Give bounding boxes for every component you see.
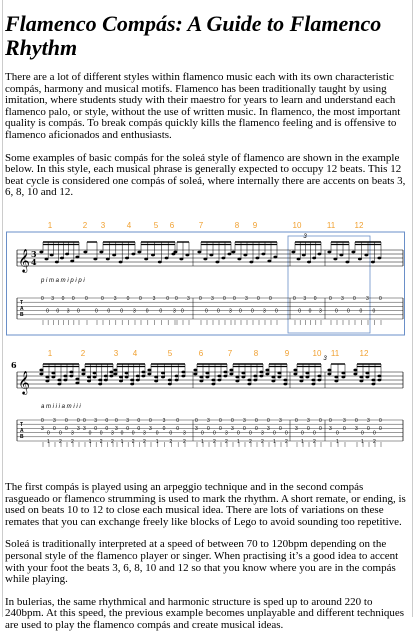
tab-fret-number: 0 bbox=[176, 417, 179, 424]
paragraph-tempo: Soleá is traditionally interpreted at a speed of between 70 to 120bpm depending on the personal style of the flamenco player or singer. When practising it’s a good idea to accent with your foot the beats 3, 6, 8, 10 and 12 so that you know where you are in the compás while playing. bbox=[5, 538, 399, 586]
fingering: a m i i i a m i i i bbox=[41, 403, 81, 410]
note-head bbox=[75, 378, 79, 381]
tab-fret-number: 1 bbox=[237, 438, 240, 445]
tuplet-label: 3 bbox=[323, 355, 327, 362]
tab-clef-letter: A bbox=[20, 427, 24, 434]
tab-fret-number: 3 bbox=[261, 430, 264, 437]
note-head bbox=[241, 372, 245, 375]
note-head bbox=[265, 369, 269, 372]
note-head bbox=[353, 369, 357, 372]
note-head bbox=[199, 376, 203, 379]
tab-fret-number: 3 bbox=[162, 417, 166, 424]
beat-number: 5 bbox=[153, 220, 159, 230]
time-signature-bottom: 4 bbox=[31, 256, 37, 267]
treble-clef-icon: 𝄞 bbox=[18, 369, 30, 394]
tab-fret-number: 0 bbox=[223, 295, 226, 302]
note-head bbox=[293, 369, 297, 372]
tab-fret-number: 3 bbox=[66, 308, 70, 315]
paragraph-compas-techniques: The first compás is played using an arpeggio technique and in the second compás rasgueado or flamenco strumming is used to mark the rhythm. A short remate, or ending, is used on beats 10 to 12 to close each musical idea. There are lots of variations on these remates that you can exchange freely like blocks of Lego to avoid sounding too repetitive. bbox=[5, 480, 406, 528]
note-head bbox=[253, 375, 257, 378]
beat-number: 8 bbox=[234, 220, 240, 230]
score-example-2 bbox=[5, 350, 408, 456]
tab-fret-number: 0 bbox=[249, 430, 252, 437]
note-head bbox=[63, 375, 67, 378]
tab-fret-number: 0 bbox=[105, 417, 109, 424]
tab-fret-number: 3 bbox=[367, 417, 370, 424]
tab-fret-number: 0 bbox=[308, 308, 312, 315]
tab-fret-number: 3 bbox=[343, 417, 346, 424]
tab-fret-number: 0 bbox=[207, 426, 210, 433]
note-head bbox=[147, 369, 151, 372]
tab-fret-number: 0 bbox=[56, 308, 60, 315]
tab-fret-number: 3 bbox=[113, 295, 117, 302]
note-head bbox=[175, 375, 179, 378]
tab-fret-number: 0 bbox=[120, 308, 123, 315]
tab-fret-number: 0 bbox=[343, 426, 346, 433]
tab-fret-number: 0 bbox=[175, 295, 178, 302]
tab-fret-number: 2 bbox=[169, 438, 173, 445]
tab-fret-number: 0 bbox=[243, 426, 246, 433]
tab-clef-letter: T bbox=[20, 299, 24, 306]
tab-fret-number: 2 bbox=[261, 438, 264, 445]
tab-fret-number: 0 bbox=[88, 430, 92, 437]
tab-fret-number: 0 bbox=[295, 417, 298, 424]
tab-fret-number: 0 bbox=[336, 430, 339, 437]
tab-fret-number: 3 bbox=[133, 308, 136, 315]
tab-fret-number: 0 bbox=[71, 295, 75, 302]
tab-fret-number: 0 bbox=[46, 308, 49, 315]
tab-fret-number: 0 bbox=[85, 295, 88, 302]
note-head bbox=[69, 371, 73, 374]
tab-fret-number: 0 bbox=[231, 417, 234, 424]
right-border bbox=[412, 0, 413, 617]
note-head bbox=[341, 372, 345, 375]
note-head bbox=[223, 371, 227, 374]
tab-fret-number: 0 bbox=[219, 426, 222, 433]
tab-clef-letter: B bbox=[20, 433, 24, 440]
note-head bbox=[205, 372, 209, 375]
tab-fret-number: 0 bbox=[379, 295, 382, 302]
tab-fret-number: 3 bbox=[355, 426, 358, 433]
tab-fret-number: 2 bbox=[99, 438, 103, 445]
beat-number: 4 bbox=[132, 348, 138, 358]
note-head bbox=[311, 379, 315, 382]
tab-fret-number: 1 bbox=[47, 438, 50, 445]
article bbox=[5, 0, 408, 642]
tab-fret-number: 1 bbox=[155, 438, 159, 445]
tab-fret-number: 0 bbox=[95, 308, 98, 315]
tab-fret-number: 3 bbox=[211, 295, 214, 302]
tab-clef-letter: B bbox=[20, 311, 24, 318]
note-head bbox=[271, 376, 275, 379]
tab-fret-number: 0 bbox=[361, 430, 364, 437]
tab-fret-number: 0 bbox=[205, 308, 208, 315]
tab-fret-number: 3 bbox=[173, 308, 176, 315]
tab-fret-number: 0 bbox=[279, 426, 282, 433]
tab-fret-number: 3 bbox=[53, 417, 56, 424]
tab-fret-number: 0 bbox=[379, 426, 382, 433]
tab-fret-number: 3 bbox=[245, 295, 248, 302]
note-head bbox=[371, 379, 375, 382]
tab-fret-number: 0 bbox=[99, 430, 103, 437]
note-head bbox=[104, 375, 108, 378]
tab-fret-number: 0 bbox=[269, 295, 272, 302]
tab-fret-number: 0 bbox=[273, 430, 276, 437]
left-border bbox=[2, 0, 3, 617]
tab-fret-number: 0 bbox=[94, 426, 97, 433]
note-head bbox=[39, 369, 43, 372]
note-head bbox=[57, 379, 61, 382]
tab-fret-number: 0 bbox=[255, 417, 258, 424]
tab-fret-number: 0 bbox=[159, 308, 163, 315]
tab-fret-number: 0 bbox=[155, 430, 159, 437]
note-head bbox=[109, 371, 113, 374]
note-head bbox=[168, 379, 172, 382]
page-title: Flamenco Compás: A Guide to Flamenco Rhythm bbox=[5, 11, 382, 60]
tab-fret-number: 3 bbox=[51, 295, 55, 302]
tab-fret-number: 0 bbox=[120, 430, 124, 437]
tab-fret-number: 0 bbox=[47, 430, 50, 437]
tab-fret-number: 2 bbox=[373, 438, 376, 445]
tab-fret-number: 2 bbox=[285, 438, 288, 445]
note-head bbox=[193, 369, 197, 372]
tab-fret-number: 0 bbox=[217, 308, 220, 315]
note-head bbox=[317, 375, 321, 378]
note-head bbox=[334, 376, 338, 379]
beat-number: 10 bbox=[312, 348, 322, 358]
tab-fret-number: 0 bbox=[293, 295, 296, 302]
tab-fret-number: 0 bbox=[195, 417, 198, 424]
treble-clef-icon: 𝄞 bbox=[18, 247, 30, 272]
note-head bbox=[211, 379, 215, 382]
tab-fret-number: 0 bbox=[41, 295, 44, 302]
beat-number: 12 bbox=[354, 220, 364, 230]
tab-fret-number: 3 bbox=[207, 417, 210, 424]
note-head bbox=[45, 376, 49, 379]
tab-fret-number: 2 bbox=[131, 438, 135, 445]
beat-number: 3 bbox=[100, 220, 106, 230]
time-signature-top: 3 bbox=[31, 248, 37, 259]
tab-fret-number: 3 bbox=[366, 295, 369, 302]
note-head bbox=[235, 376, 239, 379]
note-head bbox=[113, 369, 117, 372]
tab-fret-number: 0 bbox=[107, 308, 111, 315]
tab-fret-number: 0 bbox=[239, 308, 242, 315]
tab-fret-number: 3 bbox=[319, 308, 322, 315]
tab-fret-number: 0 bbox=[59, 430, 62, 437]
note-head bbox=[259, 371, 263, 374]
tab-fret-number: 0 bbox=[137, 426, 141, 433]
tab-fret-number: 0 bbox=[237, 430, 240, 437]
tab-fret-number: 3 bbox=[229, 308, 232, 315]
beat-number: 10 bbox=[292, 220, 302, 230]
tab-fret-number: 2 bbox=[213, 438, 216, 445]
tab-fret-number: 0 bbox=[347, 308, 350, 315]
tab-fret-number: 0 bbox=[126, 426, 129, 433]
tab-fret-number: 0 bbox=[267, 417, 270, 424]
tab-fret-number: 2 bbox=[225, 438, 228, 445]
tab-fret-number: 0 bbox=[126, 295, 130, 302]
tab-fret-number: 0 bbox=[257, 295, 260, 302]
measure-number: 6 bbox=[11, 359, 17, 370]
tab-fret-number: 2 bbox=[71, 438, 74, 445]
tab-fret-number: 3 bbox=[183, 430, 186, 437]
beat-number: 11 bbox=[326, 220, 336, 230]
tab-fret-number: 2 bbox=[111, 438, 114, 445]
tab-fret-number: 0 bbox=[372, 308, 376, 315]
note-head bbox=[51, 372, 55, 375]
tab-fret-number: 1 bbox=[361, 438, 364, 445]
tab-fret-number: 1 bbox=[301, 438, 304, 445]
tab-fret-number: 0 bbox=[115, 417, 118, 424]
beat-number: 12 bbox=[359, 348, 369, 358]
note-head bbox=[277, 372, 281, 375]
tab-fret-number: 3 bbox=[77, 426, 80, 433]
tab-fret-number: 0 bbox=[355, 417, 358, 424]
beat-number: 2 bbox=[80, 348, 86, 358]
tab-fret-number: 0 bbox=[319, 417, 322, 424]
note-head bbox=[154, 376, 158, 379]
tab-fret-number: 3 bbox=[195, 426, 198, 433]
tab-fret-number: 0 bbox=[101, 295, 104, 302]
tab-fret-number: 3 bbox=[303, 295, 307, 302]
beat-number: 11 bbox=[330, 348, 340, 358]
tab-fret-number: 0 bbox=[181, 308, 184, 315]
tab-fret-number: 3 bbox=[307, 417, 310, 424]
tab-fret-number: 3 bbox=[225, 430, 228, 437]
beat-number: 6 bbox=[198, 348, 204, 358]
tab-fret-number: 0 bbox=[105, 426, 109, 433]
tab-fret-number: 3 bbox=[267, 426, 270, 433]
tab-fret-number: 0 bbox=[131, 430, 135, 437]
tab-fret-number: 0 bbox=[149, 417, 152, 424]
tab-fret-number: 0 bbox=[77, 308, 80, 315]
paragraph-bulerias: In bulerias, the same rhythmical and harmonic structure is sped up to around 220 to 240bpm. At this speed, the previous example becomes unplayable and different techniques are used to play the flamenco compás and create musical ideas. bbox=[5, 595, 405, 631]
tab-fret-number: 0 bbox=[313, 430, 316, 437]
tab-fret-number: 0 bbox=[367, 426, 370, 433]
tab-fret-number: 3 bbox=[341, 295, 344, 302]
note-head bbox=[141, 371, 145, 374]
tab-fret-number: 0 bbox=[65, 417, 68, 424]
note-head bbox=[359, 376, 363, 379]
paragraph-solea-examples: Some examples of basic compás for the soleá style of flamenco are shown in the example below. In this style, each musical phrase is generally expected to occupy 12 beats. This 12 beat cycle is considered one compás of soleá, where internally there are accents on beats 3, 6, 8, 10 and 12. bbox=[5, 151, 406, 199]
tab-fret-number: 0 bbox=[359, 308, 363, 315]
tab-fret-number: 3 bbox=[83, 426, 86, 433]
note-head bbox=[283, 379, 287, 382]
note-head bbox=[93, 372, 97, 375]
tab-fret-number: 3 bbox=[295, 426, 298, 433]
beat-number: 4 bbox=[126, 220, 132, 230]
note-head bbox=[125, 372, 129, 375]
tab-fret-number: 0 bbox=[275, 308, 278, 315]
tab-fret-number: 2 bbox=[249, 438, 252, 445]
note-head bbox=[217, 375, 221, 378]
score-example-1 bbox=[5, 210, 408, 338]
fingering: p i m a m i p i p i bbox=[41, 277, 85, 284]
notation-example-1 bbox=[5, 210, 408, 338]
tab-fret-number: 3 bbox=[41, 426, 44, 433]
tab-fret-number: 0 bbox=[53, 426, 56, 433]
tab-fret-number: 1 bbox=[120, 438, 124, 445]
tab-fret-number: 0 bbox=[329, 295, 332, 302]
tab-fret-number: 2 bbox=[59, 438, 62, 445]
note-head bbox=[327, 369, 331, 372]
tab-fret-number: 1 bbox=[336, 438, 339, 445]
tab-fret-number: 0 bbox=[137, 417, 141, 424]
tab-fret-number: 3 bbox=[187, 295, 190, 302]
tab-fret-number: 1 bbox=[273, 438, 276, 445]
tab-fret-number: 0 bbox=[162, 426, 166, 433]
beat-number: 7 bbox=[227, 348, 233, 358]
tab-fret-number: 0 bbox=[61, 295, 65, 302]
note-head bbox=[305, 372, 309, 375]
tab-fret-number: 0 bbox=[233, 295, 236, 302]
beat-number: 1 bbox=[47, 220, 53, 230]
tab-fret-number: 0 bbox=[379, 417, 382, 424]
tab-fret-number: 0 bbox=[166, 295, 169, 302]
note-head bbox=[81, 369, 85, 372]
tab-fret-number: 3 bbox=[111, 430, 114, 437]
notation-example-2 bbox=[5, 350, 408, 456]
tab-fret-number: 0 bbox=[176, 426, 179, 433]
tab-fret-number: 2 bbox=[313, 438, 316, 445]
tab-fret-number: 2 bbox=[143, 438, 146, 445]
tuplet-label: 3 bbox=[303, 233, 307, 240]
tab-fret-number: 0 bbox=[83, 417, 86, 424]
tab-fret-number: 3 bbox=[94, 417, 97, 424]
tab-fret-number: 3 bbox=[126, 417, 129, 424]
note-head bbox=[181, 371, 185, 374]
tab-fret-number: 0 bbox=[213, 430, 216, 437]
tab-fret-number: 0 bbox=[313, 295, 317, 302]
tab-fret-number: 3 bbox=[329, 426, 332, 433]
tab-fret-number: 0 bbox=[145, 308, 149, 315]
beat-number: 2 bbox=[82, 220, 88, 230]
tab-fret-number: 0 bbox=[319, 426, 322, 433]
tab-fret-number: 0 bbox=[255, 426, 258, 433]
tab-fret-number: 1 bbox=[201, 438, 204, 445]
tab-fret-number: 0 bbox=[139, 295, 142, 302]
paragraph-intro: There are a lot of different styles within flamenco music each with its own characteristic compás, harmony and musical motifs. Flamenco has been traditionally taught by using imitation, where students study with their maestro for years to learn and understand each flamenco palo, or style, without the use of written music. In flamenco, the most important quality is compás. To break compás quickly kills the flamenco feeling and is offensive to flamenco aficionados and enthusiasts. bbox=[5, 71, 401, 141]
beat-number: 3 bbox=[113, 348, 119, 358]
tab-fret-number: 3 bbox=[71, 430, 74, 437]
tab-fret-number: 0 bbox=[298, 308, 301, 315]
tab-fret-number: 0 bbox=[301, 430, 304, 437]
tab-fret-number: 0 bbox=[373, 430, 376, 437]
tab-fret-number: 3 bbox=[243, 417, 246, 424]
tab-clef-letter: A bbox=[20, 305, 24, 312]
tab-fret-number: 3 bbox=[152, 295, 156, 302]
tab-fret-number: 0 bbox=[65, 426, 68, 433]
tab-clef-letter: T bbox=[20, 421, 24, 428]
note-head bbox=[136, 375, 140, 378]
note-head bbox=[229, 369, 233, 372]
tab-fret-number: 3 bbox=[263, 308, 266, 315]
tab-fret-number: 3 bbox=[143, 430, 146, 437]
tab-fret-number: 3 bbox=[231, 426, 234, 433]
note-head bbox=[365, 372, 369, 375]
beat-number: 9 bbox=[252, 220, 258, 230]
tab-fret-number: 0 bbox=[329, 417, 332, 424]
tab-fret-number: 3 bbox=[115, 426, 118, 433]
tab-fret-number: 0 bbox=[169, 430, 173, 437]
tab-fret-number: 0 bbox=[201, 430, 204, 437]
tab-fret-number: 0 bbox=[199, 295, 202, 302]
note-head bbox=[119, 376, 123, 379]
note-head bbox=[130, 379, 134, 382]
tab-fret-number: 3 bbox=[279, 417, 282, 424]
tab-fret-number: 0 bbox=[285, 430, 288, 437]
beat-number: 9 bbox=[284, 348, 290, 358]
note-head bbox=[377, 375, 381, 378]
note-head bbox=[98, 379, 102, 382]
beat-number: 5 bbox=[167, 348, 173, 358]
tab-fret-number: 0 bbox=[353, 295, 356, 302]
note-head bbox=[161, 372, 165, 375]
beat-number: 6 bbox=[169, 220, 175, 230]
beat-number: 1 bbox=[47, 348, 53, 358]
tab-fret-number: 0 bbox=[219, 417, 222, 424]
note-head bbox=[299, 376, 303, 379]
tab-fret-number: 0 bbox=[335, 308, 338, 315]
tab-fret-number: 0 bbox=[41, 417, 44, 424]
note-head bbox=[247, 379, 251, 382]
tab-fret-number: 0 bbox=[77, 417, 80, 424]
tab-fret-number: 0 bbox=[251, 308, 254, 315]
tab-fret-number: 3 bbox=[149, 426, 152, 433]
tab-fret-number: 0 bbox=[307, 426, 310, 433]
tab-fret-number: 1 bbox=[88, 438, 92, 445]
beat-number: 7 bbox=[198, 220, 204, 230]
note-head bbox=[87, 376, 91, 379]
beat-number: 8 bbox=[253, 348, 259, 358]
tab-fret-number: 2 bbox=[183, 438, 186, 445]
